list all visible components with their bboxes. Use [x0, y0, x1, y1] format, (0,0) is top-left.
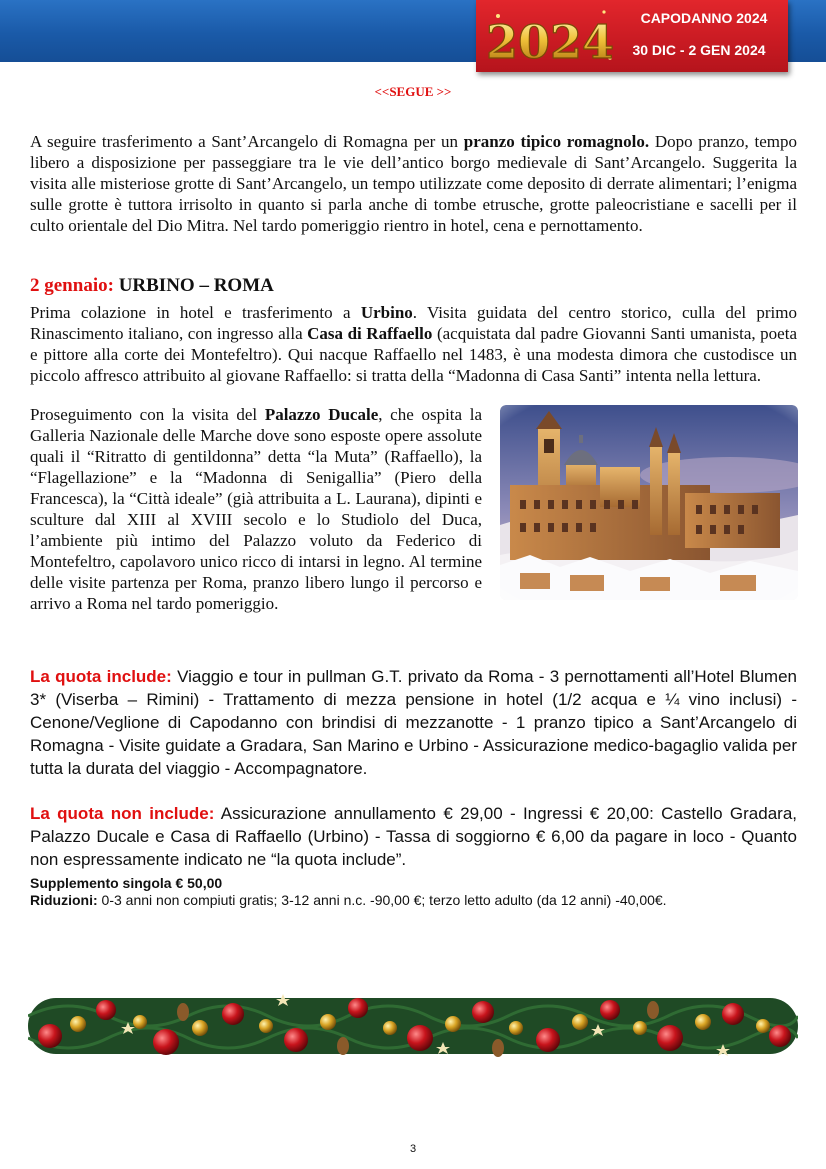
day-title: URBINO – ROMA: [118, 275, 274, 296]
single-supplement: Supplemento singola € 50,00: [30, 875, 223, 891]
reductions: Riduzioni: 0-3 anni non compiuti gratis; 3-12 anni n.c. -90,00 €; terzo letto adulto (da 12 anni) -40,00€.: [30, 892, 667, 908]
day-date: 2 gennaio:: [30, 275, 114, 296]
event-title: CAPODANNO 2024: [640, 10, 768, 26]
santarcangelo-paragraph: A seguire trasferimento a Sant’Arcangelo di Romagna per un pranzo tipico romagnolo. Dopo pranzo, tempo libero a disposizione per passeggiare tra le vie dell’antico borgo medievale di Sant’Arcangelo. Suggerita la visita alle misteriose grotte di Sant’Arcangelo, un tempo utilizzate come deposito di derrate alimentari; l’enigma sulle grotte è tuttora irrisolto in quanto si parla anche di tombe etrusche, grotte paleocristiane e sacelli per il culto orientale del Dio Mitra. Nel tardo pomeriggio rientro in hotel, cena e pernottamento.: [30, 132, 798, 235]
event-dates: 30 DIC - 2 GEN 2024: [632, 42, 766, 58]
year-2024-logo: [484, 6, 616, 70]
includes-label: La quota include:: [30, 667, 172, 686]
page-number: 3: [409, 1143, 417, 1155]
excludes-label: La quota non include:: [30, 804, 215, 823]
svg-text:2024: 2024: [485, 15, 615, 69]
continued-marker: <<SEGUE >>: [374, 84, 452, 99]
christmas-garland-image: [28, 976, 798, 1076]
urbino-paragraph: Prima colazione in hotel e trasferimento a Urbino. Visita guidata del centro storico, culla del primo Rinascimento italiano, con ingresso alla Casa di Raffaello (acquistata dal padre Giovanni Santi umanista, poeta e pittore alla corte dei Montefeltro). Qui nacque Raffaello nel 1483, è una modesta dimora che custodisce un piccolo affresco attribuito al giovane Raffaello: si tratta della “Madonna di Casa Santi” intenta nella lettura.: [30, 303, 797, 385]
palazzo-ducale-paragraph: Proseguimento con la visita del Palazzo Ducale, che ospita la Galleria Nazionale delle Marche dove sono esposte opere assolute quali il “Ritratto di gentildonna” detta “la Muta” (Raffaello), la “Flagellazione” e la “Madonna di Senigallia” (Piero della Francesca), la “Città ideale” (già attribuita a L. Laurana), dipinti e sculture dal XIII al XVIII secolo e lo Studiolo del Duca, l’ambiente più intimo del Palazzo voluto da Federico di Montefeltro, capolavoro unico ricco di intarsi in legno. Al termine delle visite partenza per Roma, pranzo libero lungo il percorso e arrivo a Roma nel tardo pomeriggio.: [30, 405, 483, 613]
price-excludes: La quota non include: Assicurazione annullamento € 29,00 - Ingressi € 20,00: Castello Gradara, Palazzo Ducale e Casa di Raffaello (Urbino) - Tassa di soggiorno € 6,00 da pagare in loco - Quanto non espressamente indicato ne “la quota include”.: [30, 804, 797, 869]
urbino-photo: [500, 405, 798, 600]
day-heading: [30, 275, 274, 297]
price-includes: La quota include: Viaggio e tour in pullman G.T. privato da Roma - 3 pernottamenti all’Hotel Blumen 3* (Viserba – Rimini) - Trattamento di mezza pensione in hotel (1/2 acqua e ¼ vino inclusi) - Cenone/Veglione di Capodanno con brindisi di mezzanotte - 1 pranzo tipico a Sant’Arcangelo di Romagna - Visite guidate a Gradara, San Marino e Urbino - Assicurazione medico-bagaglio valida per tutta la durata del viaggio - Accompagnatore.: [30, 667, 798, 778]
